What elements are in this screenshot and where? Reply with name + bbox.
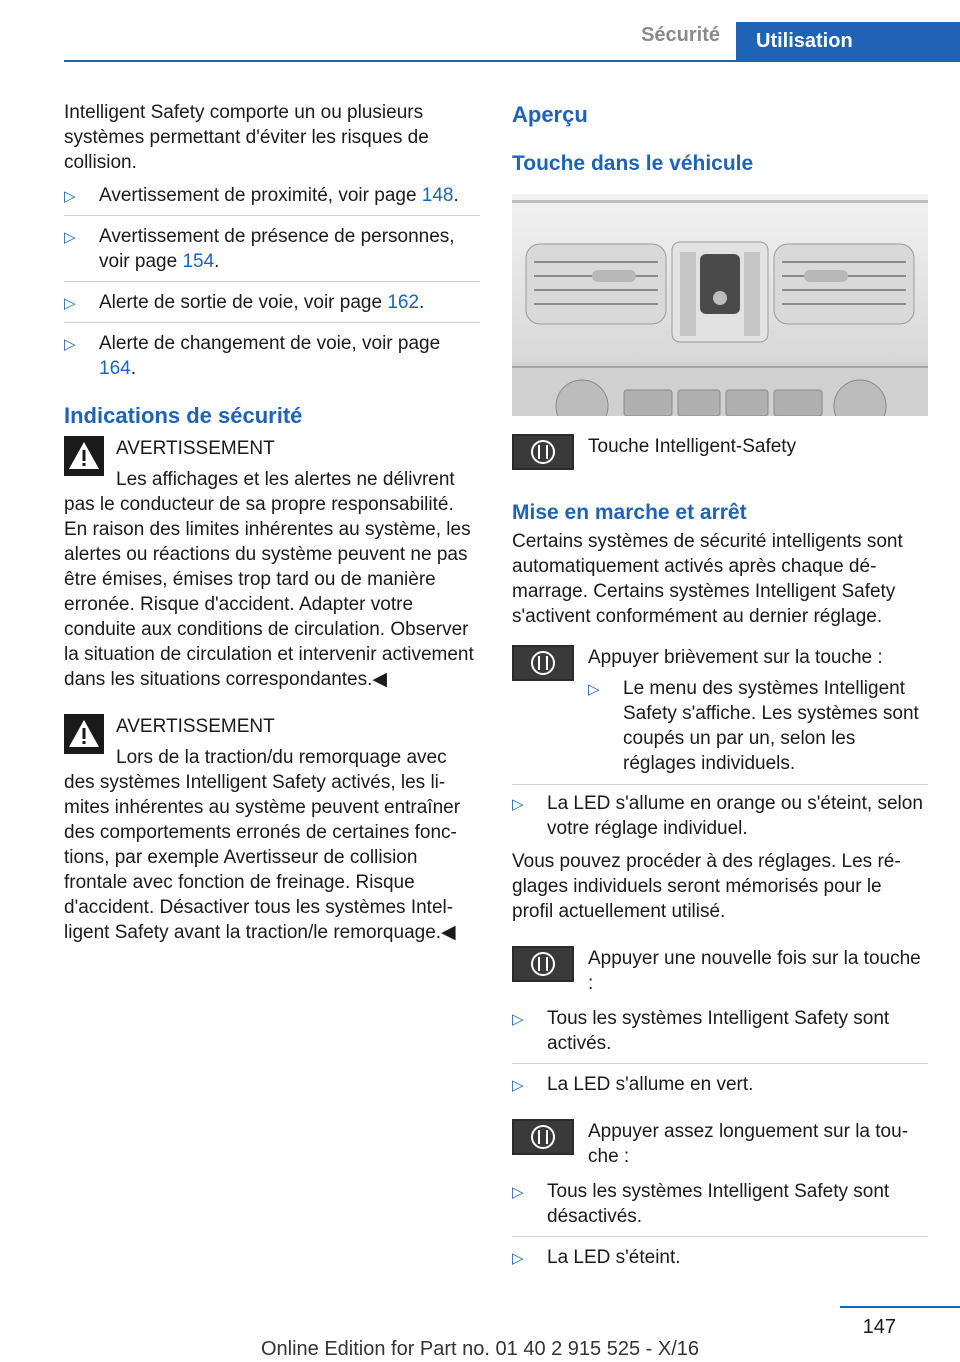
button-legend [512, 434, 928, 476]
warning-first-line: Lors de la traction/du remorquage avec [116, 747, 447, 768]
dashboard-photo [512, 194, 928, 416]
list-item: ▷ Alerte de sortie de voie, voir page 162. [64, 290, 480, 323]
intro-text: Intelligent Safety comporte un ou plusieurs systèmes permettant d'éviter les risques de collision. [64, 102, 429, 173]
list-item: ▷ Avertissement de proximité, voir page 148. [64, 183, 480, 216]
step2 [512, 946, 928, 996]
warning-icon [64, 714, 104, 754]
intelligent-safety-button-icon [512, 645, 574, 681]
intelligent-safety-button-icon [512, 946, 574, 982]
list-item: ▷ La LED s'éteint. [512, 1245, 928, 1270]
step3 [512, 1119, 928, 1169]
systems-list [64, 183, 480, 381]
list-item: ▷ Tous les systèmes Intelligent Safety sont activés. [512, 1006, 928, 1064]
intelligent-safety-button-icon [512, 1119, 574, 1155]
page-link[interactable]: 162 [387, 292, 420, 313]
header-tab-securite[interactable]: Sécurité [641, 24, 720, 46]
page-number: 147 [862, 1316, 896, 1338]
warning-text: pas le conducteur de sa propre responsabilité. En raison des limites inhérentes au système, les alertes ou réactions du système peuvent ne pas être émises, émises trop tard ou de manière erronée. Risque d'accident. Adapter votre conduite aux conditions de circulation. Observer la situation de circulation et intervenir activement dans les situations correspondantes.◀ [64, 494, 474, 690]
warning-first-line: Les affichages et les alertes ne délivrent [116, 469, 455, 490]
step2-text: Appuyer une nouvelle fois sur la touche : [588, 948, 921, 994]
header-tab-utilisation[interactable]: Utilisation [736, 22, 960, 62]
apercu-title: Aperçu [512, 102, 588, 127]
warning-block-1 [64, 436, 480, 692]
safety-title: Indications de sécurité [64, 403, 303, 428]
page-link[interactable]: 148 [421, 185, 454, 206]
list-item: ▷ La LED s'allume en vert. [512, 1072, 928, 1097]
list-item: ▷ Alerte de changement de voie, voir page 164. [64, 331, 480, 381]
list-item: ▷ Le menu des systèmes Intelligent Safety s'affiche. Les systèmes sont coupés un par un, selon les réglages individuels. [588, 676, 928, 776]
step1 [512, 645, 928, 776]
list-item: ▷ Avertissement de présence de personnes, voir page 154. [64, 224, 480, 282]
onoff-title: Mise en marche et arrêt [512, 501, 747, 524]
footer-rule [840, 1306, 960, 1308]
header-rule [64, 60, 960, 62]
page-header [0, 0, 960, 62]
intelligent-safety-button-icon [512, 434, 574, 470]
page-link[interactable]: 154 [182, 251, 215, 272]
list-item: ▷ La LED s'allume en orange ou s'éteint, selon votre réglage individuel. [512, 791, 928, 841]
edition-footer: Online Edition for Part no. 01 40 2 915 525 - X/16 [260, 1338, 700, 1360]
warning-icon [64, 436, 104, 476]
warning-block-2 [64, 714, 480, 945]
step1-text: Appuyer brièvement sur la touche : [588, 647, 883, 668]
led-list [512, 784, 928, 841]
right-column [512, 100, 928, 1270]
settings-note: Vous pouvez procéder à des réglages. Les réglages individuels seront mémorisés pour le profil actuellement utilisé. [512, 851, 901, 922]
warning-label: AVERTISSEMENT [116, 716, 275, 737]
step1-list [588, 676, 928, 776]
onoff-text: Certains systèmes de sécurité intelligents sont automatiquement activés après chaque démarrage. Certains systèmes Intelligent Safety s'activent conformément au dernier réglage. [512, 531, 903, 627]
page-link[interactable]: 164 [99, 358, 131, 379]
vehicle-button-subtitle: Touche dans le véhicule [512, 152, 754, 175]
step3-list [512, 1179, 928, 1270]
warning-label: AVERTISSEMENT [116, 438, 275, 459]
step2-list [512, 1006, 928, 1097]
step3-text: Appuyer assez longuement sur la touche : [588, 1121, 909, 1167]
list-item: ▷ Tous les systèmes Intelligent Safety sont désactivés. [512, 1179, 928, 1237]
left-column [64, 100, 480, 945]
button-caption: Touche Intelligent-Safety [588, 436, 797, 457]
warning-text: des systèmes Intelligent Safety activés, les limites inhérentes au système peuvent entraîner des comportements erronés de certaines fonctions, par exemple Avertisseur de collision frontale avec fonction de freinage. Risque d'accident. Désactiver tous les systèmes Intelligent Safety avant la traction/le remorquage.◀ [64, 772, 461, 943]
